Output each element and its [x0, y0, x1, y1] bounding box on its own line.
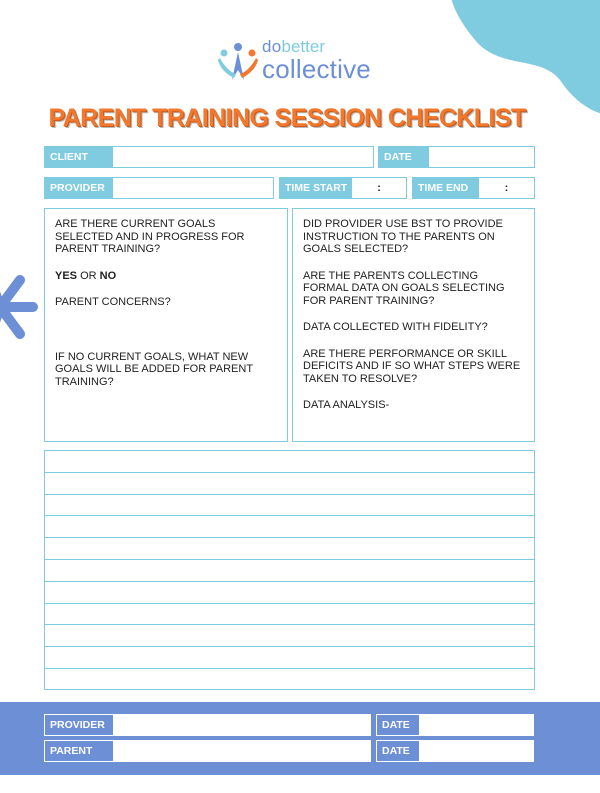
- left-question-1: ARE THERE CURRENT GOALS SELECTED AND IN PROGRESS FOR PARENT TRAINING?: [55, 218, 245, 255]
- yes-no-choice: [55, 270, 277, 283]
- decorative-blob: [440, 0, 600, 120]
- client-input[interactable]: [113, 147, 373, 167]
- provider-field: [44, 177, 274, 199]
- right-question-3: DATA COLLECTED WITH FIDELITY?: [303, 321, 488, 333]
- footer-provider-input[interactable]: [114, 715, 370, 735]
- or-text: OR: [77, 269, 100, 282]
- note-line[interactable]: [45, 582, 534, 604]
- footer-date-input-1[interactable]: [420, 715, 533, 735]
- left-question-2: PARENT CONCERNS?: [55, 296, 171, 308]
- signature-footer: [0, 702, 600, 775]
- right-question-1: DID PROVIDER USE BST TO PROVIDE INSTRUCTION TO THE PARENTS ON GOALS SELECTED?: [303, 218, 503, 255]
- note-line[interactable]: [45, 625, 534, 647]
- logo-text-do: do: [262, 37, 282, 56]
- right-question-5: DATA ANALYSIS-: [303, 399, 390, 411]
- page-title: PARENT TRAINING SESSION CHECKLIST: [48, 104, 526, 132]
- footer-date-label-1: DATE: [377, 715, 420, 735]
- time-end-field: [412, 177, 535, 199]
- footer-date-label-2: DATE: [377, 741, 420, 761]
- footer-date-field-2: [376, 740, 534, 762]
- time-end-label: TIME END: [413, 178, 479, 198]
- note-line[interactable]: [45, 560, 534, 582]
- date-label: DATE: [379, 147, 429, 167]
- client-label: CLIENT: [45, 147, 113, 167]
- right-question-box: [292, 208, 535, 442]
- left-question-3: IF NO CURRENT GOALS, WHAT NEW GOALS WILL BE ADDED FOR PARENT TRAINING?: [55, 350, 253, 388]
- brand-logo: [216, 38, 396, 86]
- footer-parent-label: PARENT: [45, 741, 114, 761]
- note-line[interactable]: [45, 647, 534, 669]
- footer-parent-field: [44, 740, 371, 762]
- time-start-input[interactable]: :: [352, 178, 406, 198]
- note-line[interactable]: [45, 604, 534, 626]
- decorative-star-left: [0, 272, 40, 342]
- footer-date-field-1: [376, 714, 534, 736]
- left-question-box: [44, 208, 288, 442]
- time-end-input[interactable]: :: [479, 178, 534, 198]
- note-line[interactable]: [45, 538, 534, 560]
- logo-text-better: better: [281, 37, 325, 56]
- note-line[interactable]: [45, 669, 534, 691]
- footer-parent-input[interactable]: [114, 741, 370, 761]
- note-line[interactable]: [45, 473, 534, 495]
- note-line[interactable]: [45, 451, 534, 473]
- time-start-field: [279, 177, 407, 199]
- notes-lines[interactable]: [44, 450, 535, 690]
- people-logo-icon: [216, 40, 260, 84]
- footer-date-input-2[interactable]: [420, 741, 533, 761]
- right-question-2: ARE THE PARENTS COLLECTING FORMAL DATA ON GOALS SELECTING FOR PARENT TRAINING?: [303, 269, 505, 307]
- client-field: [44, 146, 374, 168]
- time-start-label: TIME START: [280, 178, 352, 198]
- provider-input[interactable]: [113, 178, 273, 198]
- note-line[interactable]: [45, 516, 534, 538]
- date-field: [378, 146, 535, 168]
- no-option[interactable]: NO: [99, 269, 117, 282]
- right-question-4: ARE THERE PERFORMANCE OR SKILL DEFICITS AND IF SO WHAT STEPS WERE TAKEN TO RESOLVE?: [303, 347, 521, 385]
- footer-provider-field: [44, 714, 371, 736]
- footer-provider-label: PROVIDER: [45, 715, 114, 735]
- yes-option[interactable]: YES: [55, 269, 78, 282]
- note-line[interactable]: [45, 495, 534, 517]
- provider-label: PROVIDER: [45, 178, 113, 198]
- date-input[interactable]: [429, 147, 534, 167]
- logo-text-collective: collective: [262, 54, 371, 84]
